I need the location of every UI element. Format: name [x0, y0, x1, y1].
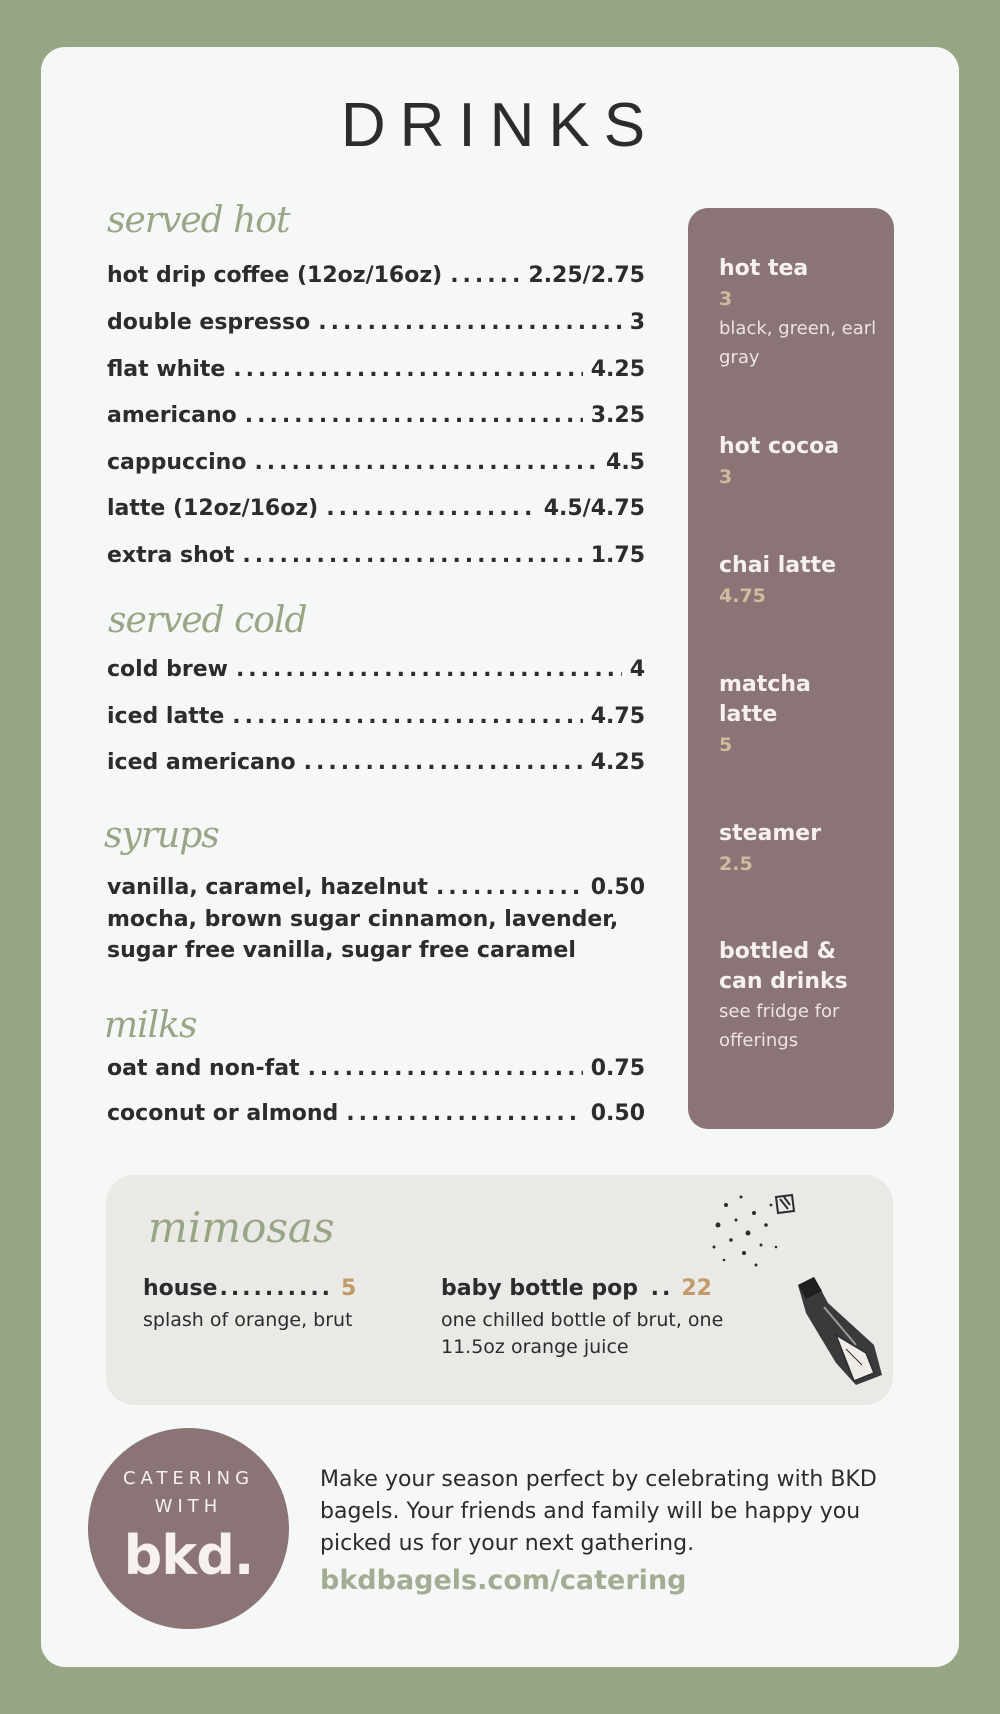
item-name: vanilla, caramel, hazelnut	[107, 875, 428, 900]
item-name: iced latte	[107, 704, 225, 729]
leader-dots	[254, 450, 598, 475]
mimosa-item-desc: one chilled bottle of brut, one 11.5oz orange juice	[441, 1309, 724, 1358]
sidebar-item-name: steamer	[719, 821, 822, 846]
badge-line-catering: CATERING	[122, 1468, 255, 1489]
syrup-list: mocha, brown sugar cinnamon, lavender, sugar free vanilla, sugar free caramel	[107, 907, 619, 963]
served-hot-heading: served hot	[107, 200, 290, 241]
item-price: 4.5/4.75	[543, 496, 645, 521]
sidebar-item-price: 3	[719, 288, 733, 310]
leader-dots	[346, 1101, 582, 1126]
leader-dots	[318, 310, 621, 335]
item-name: iced americano	[107, 750, 296, 775]
sidebar-item	[719, 937, 869, 1055]
menu-item	[107, 657, 645, 682]
item-name: oat and non-fat	[107, 1056, 300, 1081]
sidebar-item-name: hot cocoa	[719, 434, 840, 459]
catering-badge	[88, 1428, 289, 1629]
item-name: coconut or almond	[107, 1101, 339, 1126]
bkd-logo: bkd.	[123, 1524, 254, 1587]
sidebar-item-price: 4.75	[719, 585, 766, 607]
served-cold-heading: served cold	[108, 600, 307, 641]
item-name: flat white	[107, 357, 226, 382]
menu-item	[107, 750, 645, 775]
item-price: 4.25	[590, 750, 645, 775]
item-name: cold brew	[107, 657, 228, 682]
item-price: 4.75	[590, 704, 645, 729]
item-name: double espresso	[107, 310, 311, 335]
milks-heading: milks	[104, 1005, 197, 1046]
page-title: DRINKS	[340, 91, 660, 160]
item-name: extra shot	[107, 543, 235, 568]
menu-item	[107, 704, 645, 729]
specialty-drinks-panel	[688, 208, 894, 1129]
leader-dots	[450, 263, 520, 288]
sidebar-item	[719, 432, 889, 492]
mimosa-item-house	[143, 1276, 356, 1301]
item-price: 4.5	[606, 450, 645, 475]
leader-dots	[436, 875, 583, 900]
menu-item	[107, 1056, 645, 1081]
leader-dots: ..........	[219, 1276, 334, 1301]
sidebar-item-price: 5	[719, 734, 733, 756]
menu-item	[107, 875, 645, 900]
menu-item	[107, 357, 645, 382]
leader-dots: ..	[639, 1276, 674, 1301]
leader-dots	[232, 704, 582, 729]
leader-dots	[242, 543, 582, 568]
mimosa-item-baby-bottle	[441, 1276, 712, 1301]
item-name: latte (12oz/16oz)	[107, 496, 319, 521]
sidebar-item	[719, 254, 889, 372]
catering-description: Make your season perfect by celebrating with BKD bagels. Your friends and family will be happy you picked us for your next gathering.	[320, 1467, 877, 1556]
champagne-bottle-icon	[706, 1185, 891, 1395]
leader-dots	[304, 750, 583, 775]
leader-dots	[233, 357, 582, 382]
badge-line-with: WITH	[154, 1496, 223, 1517]
sidebar-item-name: hot tea	[719, 256, 809, 281]
item-price: 2.25/2.75	[528, 263, 645, 288]
menu-item	[107, 450, 645, 475]
item-name: cappuccino	[107, 450, 247, 475]
sidebar-item-desc: black, green, earl gray	[719, 318, 877, 368]
sidebar-item-price: 2.5	[719, 853, 753, 875]
sidebar-item-price: 3	[719, 466, 733, 488]
sidebar-item	[719, 819, 889, 879]
sidebar-item-name: matcha latte	[719, 672, 811, 727]
item-name: baby bottle pop	[441, 1276, 638, 1301]
menu-item	[107, 496, 645, 521]
item-price: 0.50	[590, 875, 645, 900]
item-price: 22	[681, 1276, 712, 1301]
item-name: house	[143, 1276, 218, 1301]
leader-dots	[236, 657, 622, 682]
item-price: 0.50	[590, 1101, 645, 1126]
sidebar-item-name: bottled & can drinks	[719, 939, 848, 994]
item-name: americano	[107, 403, 237, 428]
catering-link[interactable]: bkdbagels.com/catering	[320, 1565, 687, 1596]
item-price: 4	[629, 657, 645, 682]
sidebar-item	[719, 670, 819, 760]
leader-dots	[326, 496, 535, 521]
item-price: 4.25	[590, 357, 645, 382]
sidebar-item-desc: see fridge for offerings	[719, 1001, 840, 1051]
item-price: 3	[629, 310, 645, 335]
menu-item	[107, 543, 645, 568]
menu-item	[107, 310, 645, 335]
item-price: 0.75	[590, 1056, 645, 1081]
menu-item	[107, 263, 645, 288]
sidebar-item-name: chai latte	[719, 553, 837, 578]
sidebar-item	[719, 551, 889, 611]
item-price: 5	[341, 1276, 357, 1301]
syrups-heading: syrups	[104, 815, 219, 856]
menu-item	[107, 403, 645, 428]
leader-dots	[308, 1056, 583, 1081]
item-name: hot drip coffee (12oz/16oz)	[107, 263, 443, 288]
leader-dots	[245, 403, 583, 428]
mimosa-item-desc: splash of orange, brut	[143, 1309, 353, 1331]
mimosas-heading: mimosas	[148, 1203, 335, 1252]
item-price: 3.25	[590, 403, 645, 428]
item-price: 1.75	[590, 543, 645, 568]
menu-item	[107, 1101, 645, 1126]
